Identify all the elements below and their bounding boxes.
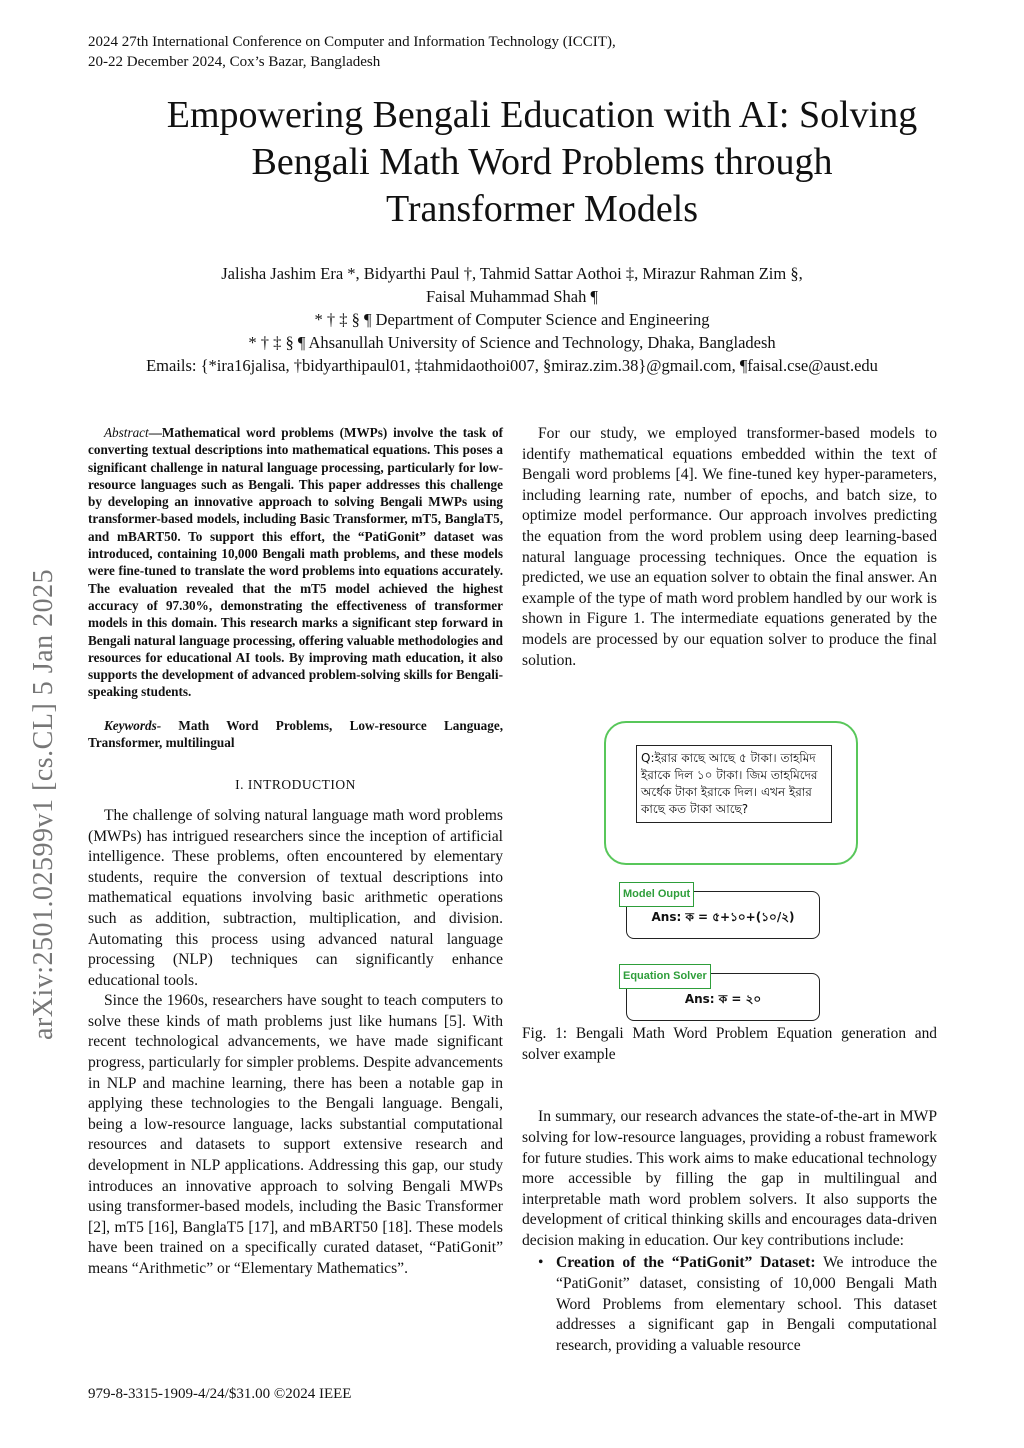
- keywords-label: Keywords-: [104, 717, 162, 733]
- abstract-label: Abstract: [104, 425, 149, 440]
- author-block: [0, 262, 1024, 377]
- model-output-value: Ans: ক = ৫+১০+(১০/২): [651, 910, 795, 925]
- right-column: [522, 424, 937, 1356]
- copyright-footer: 979-8-3315-1909-4/24/$31.00 ©2024 IEEE: [88, 1386, 352, 1402]
- title-line-1: Empowering Bengali Education with AI: Solving: [166, 94, 918, 136]
- bullet-icon: •: [538, 1254, 544, 1272]
- equation-solver-value: Ans: ক = ২০: [684, 992, 762, 1007]
- authors-line-1: Jalisha Jashim Era *, Bidyarthi Paul †, Tahmid Sattar Aothoi ‡, Mirazur Rahman Zim §,: [221, 264, 803, 283]
- summary-paragraph: In summary, our research advances the state-of-the-art in MWP solving for low-resource languages, providing a robust framework for future studies. This work aims to make educational technology more accessible by filling the gap in multilingual and interpretable math word problem solvers. It also supports the development of critical thinking skills and encourages data-driven decision making in education. Our key contributions include:: [522, 1108, 937, 1249]
- intro-paragraph-1: The challenge of solving natural language math word problems (MWPs) has intrigued researchers since the inception of artificial intelligence. These problems, often encountered by elementary students, require the conversion of textual descriptions into mathematical equations involving basic arithmetic operations such as addition, subtraction, multiplication, and division. Automating this process using advanced natural language processing (NLP) techniques can significantly enhance educational tools.: [88, 806, 503, 989]
- model-output-box: [623, 888, 820, 939]
- study-paragraph: For our study, we employed transformer-based models to identify mathematical equations embedded within the text of Bengali word problems [4]. We fine-tuned key hyper-parameters, including learning rate, number of epochs, and batch size, to optimize model performance. Our approach involves predicting the equation from the word problem using deep learning-based natural language processing techniques. Once the equation is predicted, we use an equation solver to obtain the final answer. An example of the type of math word problem handled by our work is shown in Figure 1. The intermediate equations generated by the models are processed by our equation solver to produce the final solution.: [522, 425, 937, 669]
- title-line-2: Bengali Math Word Problems through: [251, 141, 833, 183]
- arxiv-stamp: arXiv:2501.02599v1 [cs.CL] 5 Jan 2025: [28, 568, 59, 1040]
- model-output-label: Model Ouput: [619, 882, 694, 907]
- section-heading-introduction: I. INTRODUCTION: [235, 777, 356, 793]
- figure-caption: Fig. 1: Bengali Math Word Problem Equation generation and solver example: [522, 1025, 937, 1063]
- abstract: [88, 424, 503, 701]
- author-emails: Emails: {*ira16jalisa, †bidyarthipaul01, ‡tahmidaothoi007, §miraz.zim.38}@gmail.com, ¶faisal.cse@aust.edu: [146, 356, 878, 375]
- contribution-text: We introduce the “PatiGonit” dataset, consisting of 10,000 Bengali Math Word Problems from elementary school. This dataset addresses a significant gap in Bengali computational research, providing a valuable resource: [556, 1254, 937, 1354]
- left-column: [88, 424, 503, 1280]
- abstract-text: —Mathematical word problems (MWPs) involve the task of converting textual descriptions into mathematical equations. This poses a significant challenge in natural language processing, particularly for low-resource languages such as Bengali. This paper addresses this challenge by developing an innovative approach to solving Bengali MWPs using transformer-based models, including Basic Transformer, mT5, BanglaT5, and mBART50. To support this effort, the “PatiGonit” dataset was introduced, containing 10,000 Bengali math problems, and these models were fine-tuned to translate the word problems into equations accurately. The evaluation revealed that the mT5 model achieved the highest accuracy of 97.30%, demonstrating the effectiveness of transformer models in this domain. This research marks a significant step forward in Bengali natural language processing, offering valuable methodologies and resources for educational AI tools. By improving math education, it also supports the development of advanced problem-solving skills for Bengali-speaking students.: [88, 425, 503, 700]
- conference-header: [88, 32, 616, 72]
- equation-solver-box: [623, 970, 820, 1021]
- contribution-title: Creation of the “PatiGonit” Dataset:: [556, 1254, 816, 1272]
- contribution-item: [522, 1253, 937, 1356]
- conference-line-2: 20-22 December 2024, Cox’s Bazar, Bangladesh: [88, 54, 381, 70]
- keywords-text: Math Word Problems, Low-resource Language, Transformer, multilingual: [88, 717, 503, 751]
- keywords: [88, 717, 503, 752]
- equation-solver-label: Equation Solver: [619, 964, 711, 989]
- affiliation-department: * † ‡ § ¶ Department of Computer Science and Engineering: [314, 310, 710, 329]
- figure-1: [522, 691, 937, 1016]
- question-box: [604, 721, 858, 865]
- authors-line-2: Faisal Muhammad Shah ¶: [425, 287, 598, 306]
- title-line-3: Transformer Models: [385, 188, 699, 230]
- intro-paragraph-2: Since the 1960s, researchers have sought to teach computers to solve these kinds of math problems just like humans [5]. With recent technological advancements, we have made significant progress, particularly for simpler problems. Despite advancements in NLP and machine learning, there has been a notable gap in applying these technologies to the Bengali language. Bengali, being a low-resource language, lacks substantial computational resources and datasets to support extensive research and development in NLP applications. Addressing this gap, our study introduces an innovative approach to solving Bengali MWPs using transformer-based models, including the Basic Transformer [2], mT5 [16], BanglaT5 [17], and mBART50 [18]. These models have been trained on a specifically curated dataset, “PatiGonit” means “Arithmetic” or “Elementary Mathematics”.: [88, 992, 503, 1277]
- paper-title: [60, 92, 1024, 233]
- conference-line-1: 2024 27th International Conference on Computer and Information Technology (ICCIT),: [88, 34, 616, 50]
- bengali-question: Q:ইরার কাছে আছে ৫ টাকা। তাহমিদ ইরাকে দিল ১০ টাকা। জিম তাহমিদের অর্ধেক টাকা ইরাকে দিল। এখন ইরার কাছে কত টাকা আছে?: [636, 745, 832, 823]
- affiliation-university: * † ‡ § ¶ Ahsanullah University of Science and Technology, Dhaka, Bangladesh: [248, 333, 776, 352]
